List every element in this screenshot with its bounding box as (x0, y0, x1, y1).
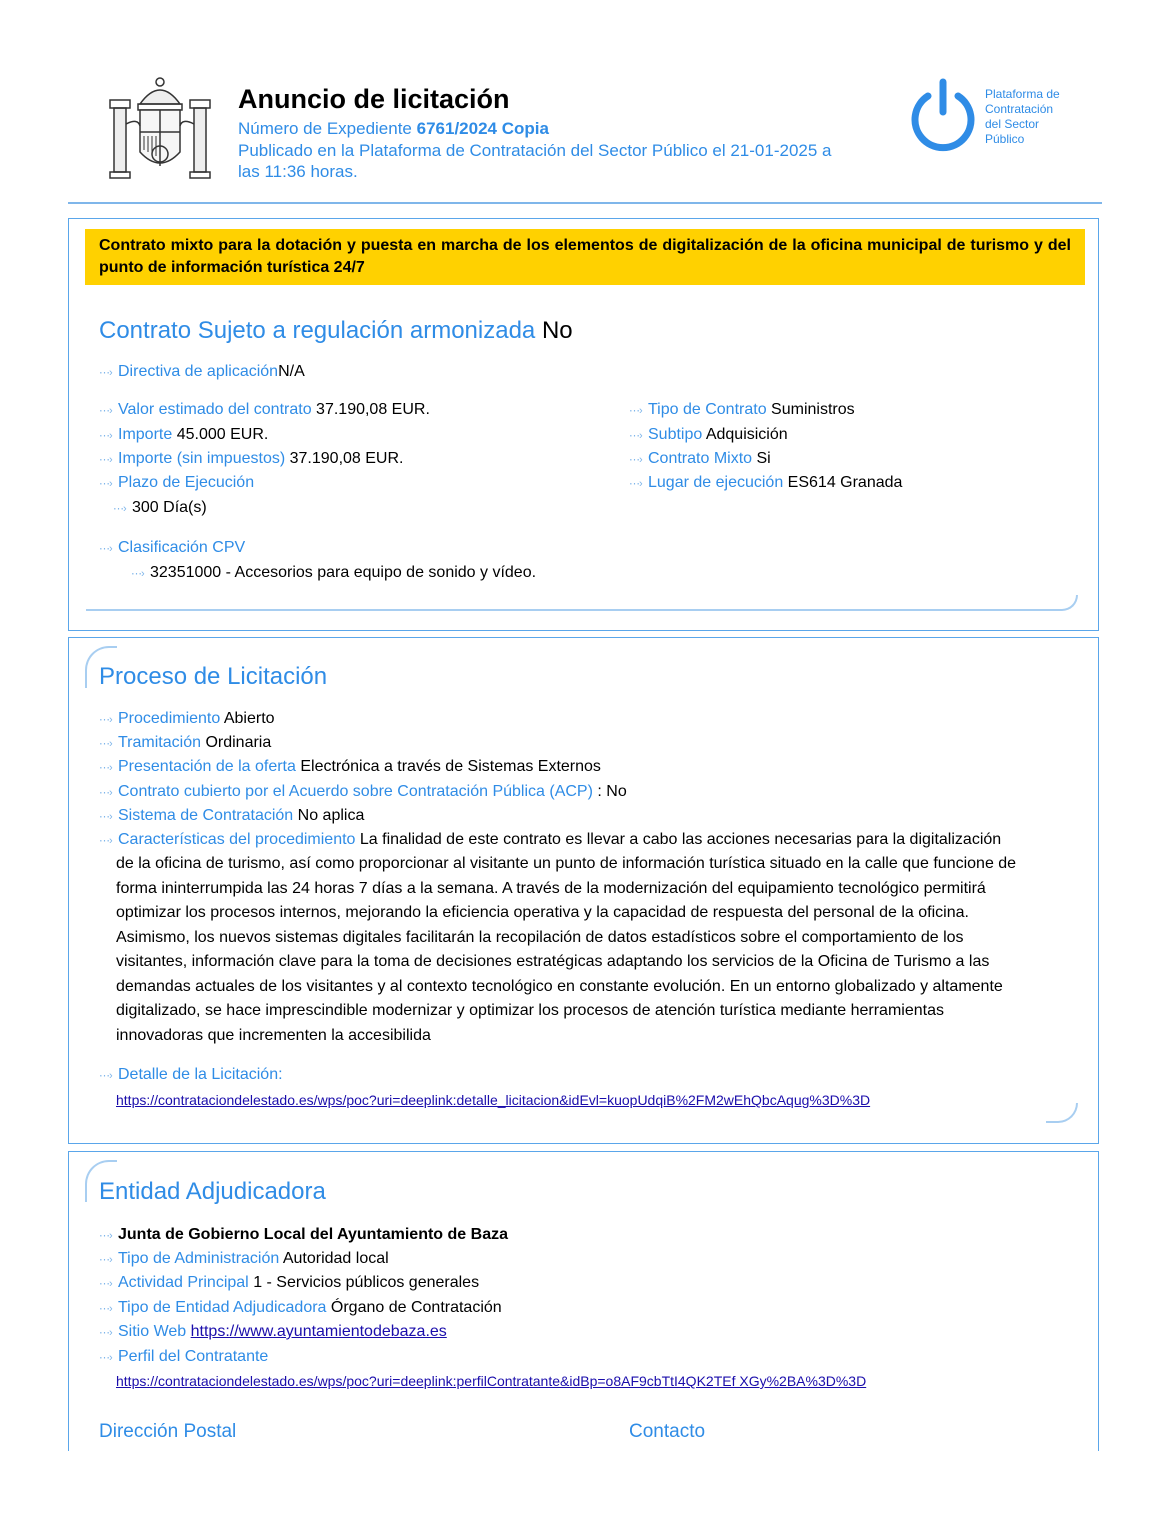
plazo-value-row: ⋯› 300 Día(s) (113, 498, 207, 519)
tipo-entidad-row: ⋯› Tipo de Entidad Adjudicadora Órgano de Contratación (99, 1298, 502, 1319)
perfil-contratante-row: ⋯› Perfil del Contratante (99, 1347, 268, 1368)
arrow-icon: ⋯› (99, 478, 112, 490)
platform-power-icon (908, 78, 978, 156)
arrow-icon: ⋯› (629, 430, 642, 442)
arrow-icon: ⋯› (629, 478, 642, 490)
detalle-row: ⋯› Detalle de la Licitación: (99, 1065, 283, 1086)
caracteristicas-row: ⋯› Características del procedimiento La finalidad de este contrato es llevar a cabo las acciones necesarias para la digitalización (99, 830, 1001, 851)
valor-estimado-row: ⋯› Valor estimado del contrato 37.190,08 EUR. (99, 400, 430, 421)
arrow-icon: ⋯› (99, 367, 112, 379)
page-title: Anuncio de licitación (238, 84, 510, 114)
actividad-principal-row: ⋯› Actividad Principal 1 - Servicios públicos generales (99, 1273, 479, 1294)
cpv-value-row: ⋯› 32351000 - Accesorios para equipo de sonido y vídeo. (131, 563, 536, 584)
arrow-icon: ⋯› (113, 503, 126, 515)
importe-sin-impuestos-row: ⋯› Importe (sin impuestos) 37.190,08 EUR. (99, 449, 403, 470)
perfil-link-row (116, 1371, 866, 1392)
expediente-line (238, 118, 898, 139)
contacto-heading: Contacto (629, 1421, 706, 1442)
entidad-heading: Entidad Adjudicadora (99, 1178, 326, 1205)
arrow-icon: ⋯› (99, 1303, 112, 1315)
armonizada-heading: Contrato Sujeto a regulación armonizada No (99, 317, 573, 344)
proceso-licitacion-section (68, 637, 1099, 1144)
arrow-icon: ⋯› (99, 1352, 112, 1364)
arrow-icon: ⋯› (99, 1278, 112, 1290)
arrow-icon: ⋯› (99, 1327, 112, 1339)
arrow-icon: ⋯› (99, 430, 112, 442)
contract-summary-section (68, 218, 1099, 631)
entidad-name-row: ⋯› Junta de Gobierno Local del Ayuntamiento de Baza (99, 1225, 508, 1246)
presentacion-row: ⋯› Presentación de la oferta Electrónica a través de Sistemas Externos (99, 757, 601, 778)
arrow-icon: ⋯› (99, 1070, 112, 1082)
arrow-icon: ⋯› (99, 762, 112, 774)
arrow-icon: ⋯› (99, 738, 112, 750)
arrow-icon: ⋯› (99, 835, 112, 847)
expediente-label: Número de Expediente (238, 119, 412, 138)
publicado-line-1: Publicado en la Plataforma de Contratación del Sector Público el 21-01-2025 a (238, 141, 832, 160)
spain-coat-of-arms-logo (108, 74, 212, 182)
sistema-contratacion-row: ⋯› Sistema de Contratación No aplica (99, 806, 364, 827)
caracteristicas-text: de la oficina de turismo, así como proporcionar al visitante un punto de información turística situado en la calle que funcione de forma ininterrumpida las 24 horas 7 días a la semana. A través de la modernización del equipamiento tecnológico permitirá optimizar los procesos internos, mejorando la eficiencia operativa y la capacidad de respuesta del personal de la oficina. Asimismo, los nuevos sistemas digitales facilitarán la recopilación de datos estadísticos sobre el comportamiento de los visitantes, información clave para la toma de decisiones estratégicas adaptando los servicios de la Oficina de Turismo a las demandas actuales de los visitantes y al contexto tecnológico en constante evolución. En un entorno globalizado y altamente digitalizado, se hace imprescindible modernizar y optimizar los procesos de atención turística mediante herramientas innovadoras que incrementen la accesibilida (116, 855, 1017, 1044)
proceso-heading: Proceso de Licitación (99, 663, 328, 690)
subtipo-row: ⋯› Subtipo Adquisición (629, 425, 788, 446)
contrato-mixto-row: ⋯› Contrato Mixto Si (629, 449, 771, 470)
tramitacion-row: ⋯› Tramitación Ordinaria (99, 733, 271, 754)
perfil-contratante-link[interactable]: https://contrataciondelestado.es/wps/poc?uri=deeplink:perfilContratante&idBp=o8AF9cbTtI4QK2TEf XGy%2BA%3D%3D (116, 1373, 867, 1389)
detalle-link-row (116, 1090, 870, 1111)
publicado-line-2: las 11:36 horas. (238, 162, 358, 181)
arrow-icon: ⋯› (99, 405, 112, 417)
arrow-icon: ⋯› (99, 714, 112, 726)
plazo-ejecucion-row: ⋯› Plazo de Ejecución (99, 473, 254, 494)
arrow-icon: ⋯› (99, 787, 112, 799)
arrow-icon: ⋯› (629, 454, 642, 466)
arrow-icon: ⋯› (629, 405, 642, 417)
acp-row: ⋯› Contrato cubierto por el Acuerdo sobre Contratación Pública (ACP) : No (99, 782, 627, 803)
platform-logo-text: Plataforma de Contratación del Sector Público (985, 87, 1060, 146)
lugar-ejecucion-row: ⋯› Lugar de ejecución ES614 Granada (629, 473, 902, 494)
arrow-icon: ⋯› (99, 543, 112, 555)
section-ornament (1046, 1103, 1078, 1123)
procedimiento-row: ⋯› Procedimiento Abierto (99, 709, 275, 730)
contract-title-banner: Contrato mixto para la dotación y puesta en marcha de los elementos de digitalización de la oficina municipal de turismo y del punto de información turística 24/7 (85, 229, 1085, 285)
sitio-web-link[interactable]: https://www.ayuntamientodebaza.es (190, 1323, 447, 1340)
tipo-contrato-row: ⋯› Tipo de Contrato Suministros (629, 400, 855, 421)
expediente-value: 6761/2024 Copia (416, 119, 549, 138)
sitio-web-row: ⋯› Sitio Web https://www.ayuntamientodebaza.es (99, 1322, 447, 1343)
cpv-row: ⋯› Clasificación CPV (99, 538, 245, 559)
arrow-icon: ⋯› (99, 454, 112, 466)
arrow-icon: ⋯› (99, 1254, 112, 1266)
tipo-administracion-row: ⋯› Tipo de Administración Autoridad local (99, 1249, 389, 1270)
direccion-postal-heading: Dirección Postal (99, 1421, 237, 1442)
header-divider (68, 202, 1102, 204)
directiva-row: ⋯› Directiva de aplicaciónN/A (99, 362, 305, 383)
entidad-adjudicadora-section (68, 1151, 1099, 1451)
importe-row: ⋯› Importe 45.000 EUR. (99, 425, 268, 446)
arrow-icon: ⋯› (99, 1230, 112, 1242)
detalle-licitacion-link[interactable]: https://contrataciondelestado.es/wps/poc?uri=deeplink:detalle_licitacion&idEvl=kuopUdqiB%2FM2wEhQbcAqug%3D%3D (116, 1092, 871, 1108)
arrow-icon: ⋯› (131, 568, 144, 580)
arrow-icon: ⋯› (99, 811, 112, 823)
section-ornament (86, 595, 1078, 611)
